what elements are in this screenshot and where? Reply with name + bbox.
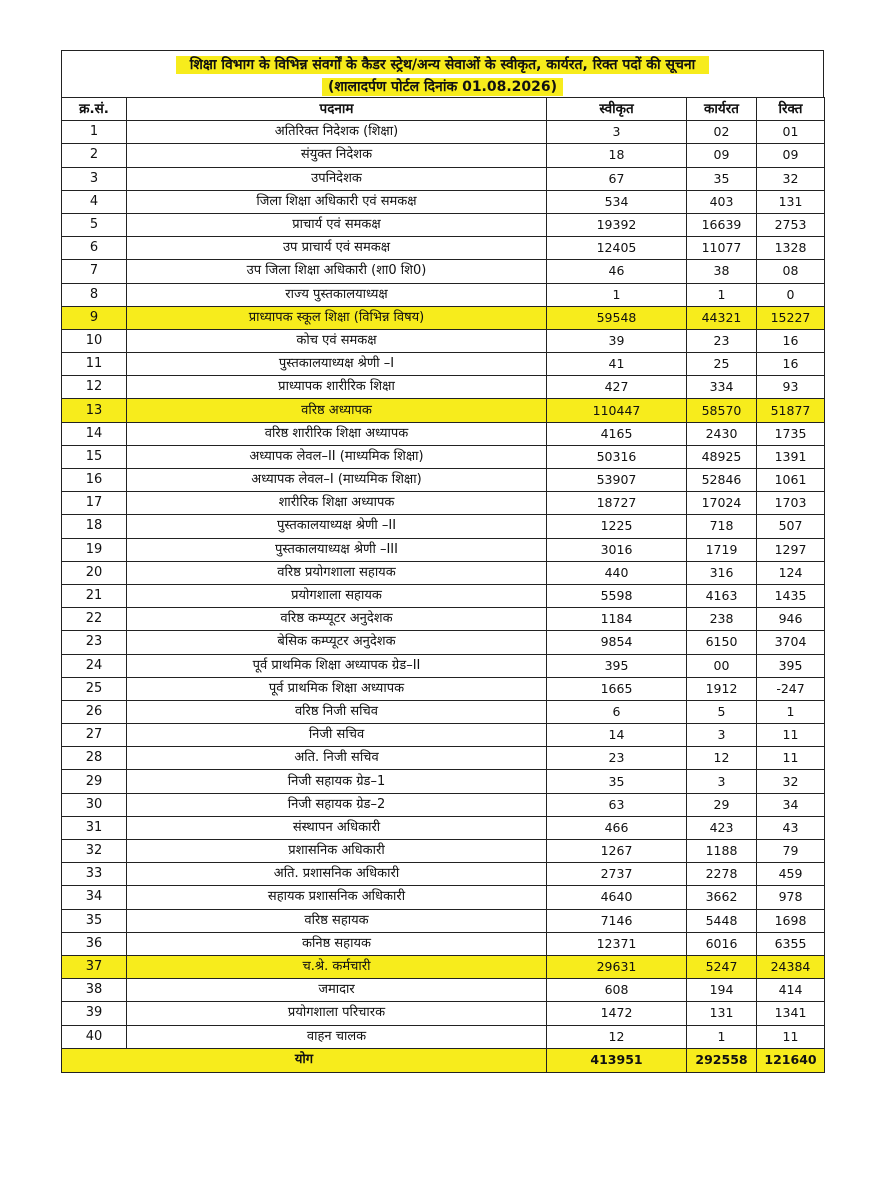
cell-serial: 36 (62, 932, 127, 955)
cell-vacant: 1297 (757, 538, 825, 561)
total-working: 292558 (687, 1048, 757, 1072)
table-row (62, 608, 825, 631)
cell-sanctioned: 35 (547, 770, 687, 793)
cell-post: शारीरिक शिक्षा अध्यापक (127, 492, 547, 515)
cell-post: अति. प्रशासनिक अधिकारी (127, 863, 547, 886)
cell-working: 2278 (687, 863, 757, 886)
cell-working: 5 (687, 700, 757, 723)
cell-vacant: 15227 (757, 306, 825, 329)
table-row (62, 422, 825, 445)
cell-vacant: 1391 (757, 445, 825, 468)
cell-post: सहायक प्रशासनिक अधिकारी (127, 886, 547, 909)
cell-serial: 40 (62, 1025, 127, 1048)
cell-sanctioned: 3 (547, 121, 687, 144)
cell-working: 23 (687, 329, 757, 352)
cell-sanctioned: 50316 (547, 445, 687, 468)
cell-post: वरिष्ठ शारीरिक शिक्षा अध्यापक (127, 422, 547, 445)
cell-sanctioned: 23 (547, 747, 687, 770)
cell-sanctioned: 9854 (547, 631, 687, 654)
cell-serial: 17 (62, 492, 127, 515)
cell-post: वरिष्ठ अध्यापक (127, 399, 547, 422)
cell-post: प्राध्यापक शारीरिक शिक्षा (127, 376, 547, 399)
cell-working: 316 (687, 561, 757, 584)
cell-sanctioned: 29631 (547, 955, 687, 978)
cell-vacant: 1328 (757, 237, 825, 260)
cell-working: 1188 (687, 840, 757, 863)
cell-sanctioned: 18 (547, 144, 687, 167)
cell-vacant: 79 (757, 840, 825, 863)
table-row (62, 979, 825, 1002)
table-row (62, 167, 825, 190)
cell-serial: 35 (62, 909, 127, 932)
cell-working: 00 (687, 654, 757, 677)
cell-post: पुस्तकालयाध्यक्ष श्रेणी –III (127, 538, 547, 561)
cell-post: पूर्व प्राथमिक शिक्षा अध्यापक (127, 677, 547, 700)
cell-serial: 5 (62, 213, 127, 236)
table-row (62, 677, 825, 700)
cell-sanctioned: 440 (547, 561, 687, 584)
cell-post: प्रशासनिक अधिकारी (127, 840, 547, 863)
table-row (62, 283, 825, 306)
cell-sanctioned: 63 (547, 793, 687, 816)
cell-serial: 34 (62, 886, 127, 909)
table-row (62, 1025, 825, 1048)
table-row (62, 932, 825, 955)
cell-vacant: -247 (757, 677, 825, 700)
cell-working: 6150 (687, 631, 757, 654)
cell-serial: 13 (62, 399, 127, 422)
cell-working: 718 (687, 515, 757, 538)
cell-vacant: 0 (757, 283, 825, 306)
cell-working: 1719 (687, 538, 757, 561)
table-row (62, 190, 825, 213)
cell-serial: 30 (62, 793, 127, 816)
table-row (62, 955, 825, 978)
cell-sanctioned: 53907 (547, 469, 687, 492)
cell-serial: 2 (62, 144, 127, 167)
cell-serial: 22 (62, 608, 127, 631)
table-row (62, 863, 825, 886)
column-header-vacant: रिक्त (757, 98, 825, 121)
cell-serial: 8 (62, 283, 127, 306)
cell-working: 238 (687, 608, 757, 631)
cell-sanctioned: 3016 (547, 538, 687, 561)
cell-vacant: 11 (757, 724, 825, 747)
cell-vacant: 507 (757, 515, 825, 538)
cell-working: 12 (687, 747, 757, 770)
cell-working: 02 (687, 121, 757, 144)
cell-post: प्राध्यापक स्कूल शिक्षा (विभिन्न विषय) (127, 306, 547, 329)
cell-vacant: 6355 (757, 932, 825, 955)
cell-vacant: 11 (757, 747, 825, 770)
total-label: योग (62, 1048, 547, 1072)
cadre-table (61, 97, 825, 1073)
cell-vacant: 08 (757, 260, 825, 283)
cell-working: 1 (687, 1025, 757, 1048)
cell-sanctioned: 14 (547, 724, 687, 747)
cell-working: 38 (687, 260, 757, 283)
table-row (62, 816, 825, 839)
table-row (62, 538, 825, 561)
cell-sanctioned: 534 (547, 190, 687, 213)
table-row (62, 353, 825, 376)
table-row (62, 770, 825, 793)
cell-post: पुस्तकालयाध्यक्ष श्रेणी –I (127, 353, 547, 376)
cell-post: निजी सचिव (127, 724, 547, 747)
cell-post: च.श्रे. कर्मचारी (127, 955, 547, 978)
table-row (62, 492, 825, 515)
cell-sanctioned: 67 (547, 167, 687, 190)
cell-vacant: 1341 (757, 1002, 825, 1025)
cell-post: प्राचार्य एवं समकक्ष (127, 213, 547, 236)
table-row (62, 399, 825, 422)
cell-serial: 33 (62, 863, 127, 886)
total-sanctioned: 413951 (547, 1048, 687, 1072)
table-row (62, 376, 825, 399)
cell-post: उप प्राचार्य एवं समकक्ष (127, 237, 547, 260)
cell-vacant: 1061 (757, 469, 825, 492)
cell-working: 44321 (687, 306, 757, 329)
cell-working: 403 (687, 190, 757, 213)
cell-post: जिला शिक्षा अधिकारी एवं समकक्ष (127, 190, 547, 213)
cell-post: संस्थापन अधिकारी (127, 816, 547, 839)
cell-serial: 7 (62, 260, 127, 283)
cell-sanctioned: 427 (547, 376, 687, 399)
cell-vacant: 01 (757, 121, 825, 144)
cell-working: 48925 (687, 445, 757, 468)
table-row (62, 561, 825, 584)
cell-working: 334 (687, 376, 757, 399)
cell-sanctioned: 1 (547, 283, 687, 306)
table-row (62, 121, 825, 144)
document-title: शिक्षा विभाग के विभिन्न संवर्गों के कैडर स्ट्रेथ/अन्य सेवाओं के स्वीकृत, कार्यरत, रिक्त पदों की सूचना (176, 56, 710, 74)
cell-post: उपनिदेशक (127, 167, 547, 190)
column-header-post: पदनाम (127, 98, 547, 121)
column-header-sanctioned: स्वीकृत (547, 98, 687, 121)
cell-vacant: 34 (757, 793, 825, 816)
cell-vacant: 946 (757, 608, 825, 631)
cell-serial: 1 (62, 121, 127, 144)
cell-post: वरिष्ठ निजी सचिव (127, 700, 547, 723)
cell-sanctioned: 466 (547, 816, 687, 839)
cell-sanctioned: 59548 (547, 306, 687, 329)
table-row (62, 886, 825, 909)
cell-serial: 28 (62, 747, 127, 770)
cell-serial: 12 (62, 376, 127, 399)
cell-sanctioned: 12405 (547, 237, 687, 260)
cell-serial: 23 (62, 631, 127, 654)
cell-vacant: 2753 (757, 213, 825, 236)
cell-working: 131 (687, 1002, 757, 1025)
cell-serial: 10 (62, 329, 127, 352)
cadre-strength-document (61, 50, 824, 1073)
document-header (61, 50, 824, 97)
cell-vacant: 1735 (757, 422, 825, 445)
cell-vacant: 1 (757, 700, 825, 723)
cell-working: 17024 (687, 492, 757, 515)
total-vacant: 121640 (757, 1048, 825, 1072)
table-row (62, 793, 825, 816)
cell-post: निजी सहायक ग्रेड–1 (127, 770, 547, 793)
cell-post: कोच एवं समकक्ष (127, 329, 547, 352)
table-row (62, 700, 825, 723)
cell-serial: 26 (62, 700, 127, 723)
cell-vacant: 414 (757, 979, 825, 1002)
cell-sanctioned: 395 (547, 654, 687, 677)
cell-post: प्रयोगशाला सहायक (127, 584, 547, 607)
cell-vacant: 978 (757, 886, 825, 909)
table-row (62, 213, 825, 236)
cell-vacant: 93 (757, 376, 825, 399)
table-row (62, 515, 825, 538)
cell-working: 6016 (687, 932, 757, 955)
cell-serial: 15 (62, 445, 127, 468)
cell-vacant: 124 (757, 561, 825, 584)
cell-serial: 16 (62, 469, 127, 492)
cell-working: 1912 (687, 677, 757, 700)
cell-sanctioned: 110447 (547, 399, 687, 422)
cell-serial: 24 (62, 654, 127, 677)
cell-working: 423 (687, 816, 757, 839)
cell-working: 52846 (687, 469, 757, 492)
cell-vacant: 3704 (757, 631, 825, 654)
cell-post: निजी सहायक ग्रेड–2 (127, 793, 547, 816)
cell-sanctioned: 6 (547, 700, 687, 723)
cell-vacant: 09 (757, 144, 825, 167)
table-row (62, 724, 825, 747)
cell-post: जमादार (127, 979, 547, 1002)
cell-working: 3662 (687, 886, 757, 909)
cell-sanctioned: 39 (547, 329, 687, 352)
cell-post: अतिरिक्त निदेशक (शिक्षा) (127, 121, 547, 144)
cell-serial: 21 (62, 584, 127, 607)
cell-sanctioned: 41 (547, 353, 687, 376)
cell-sanctioned: 12 (547, 1025, 687, 1048)
cell-serial: 39 (62, 1002, 127, 1025)
table-row (62, 1002, 825, 1025)
cell-serial: 14 (62, 422, 127, 445)
cell-vacant: 1435 (757, 584, 825, 607)
cell-serial: 38 (62, 979, 127, 1002)
cell-working: 5247 (687, 955, 757, 978)
cell-sanctioned: 18727 (547, 492, 687, 515)
cell-working: 4163 (687, 584, 757, 607)
cell-sanctioned: 4165 (547, 422, 687, 445)
cell-serial: 4 (62, 190, 127, 213)
cell-working: 194 (687, 979, 757, 1002)
cell-working: 11077 (687, 237, 757, 260)
cell-working: 25 (687, 353, 757, 376)
table-row (62, 584, 825, 607)
table-row (62, 237, 825, 260)
total-row (62, 1048, 825, 1072)
cell-working: 09 (687, 144, 757, 167)
cell-serial: 27 (62, 724, 127, 747)
cell-serial: 3 (62, 167, 127, 190)
cell-working: 3 (687, 724, 757, 747)
table-row (62, 329, 825, 352)
cell-vacant: 1703 (757, 492, 825, 515)
cell-working: 3 (687, 770, 757, 793)
cell-serial: 29 (62, 770, 127, 793)
cell-sanctioned: 608 (547, 979, 687, 1002)
cell-sanctioned: 4640 (547, 886, 687, 909)
cell-serial: 25 (62, 677, 127, 700)
cell-vacant: 131 (757, 190, 825, 213)
cell-post: वाहन चालक (127, 1025, 547, 1048)
cell-vacant: 395 (757, 654, 825, 677)
cell-working: 29 (687, 793, 757, 816)
document-subtitle: (शालादर्पण पोर्टल दिनांक 01.08.2026) (322, 78, 563, 96)
cell-serial: 32 (62, 840, 127, 863)
cell-sanctioned: 1184 (547, 608, 687, 631)
cell-vacant: 11 (757, 1025, 825, 1048)
column-header-serial: क्र.सं. (62, 98, 127, 121)
cell-post: पूर्व प्राथमिक शिक्षा अध्यापक ग्रेड–II (127, 654, 547, 677)
table-row (62, 469, 825, 492)
cell-sanctioned: 5598 (547, 584, 687, 607)
table-row (62, 144, 825, 167)
cell-post: अध्यापक लेवल–I (माध्यमिक शिक्षा) (127, 469, 547, 492)
cell-vacant: 459 (757, 863, 825, 886)
cell-sanctioned: 1225 (547, 515, 687, 538)
cell-post: पुस्तकालयाध्यक्ष श्रेणी –II (127, 515, 547, 538)
cell-vacant: 43 (757, 816, 825, 839)
cell-post: वरिष्ठ प्रयोगशाला सहायक (127, 561, 547, 584)
cell-serial: 18 (62, 515, 127, 538)
cell-post: बेसिक कम्प्यूटर अनुदेशक (127, 631, 547, 654)
cell-working: 5448 (687, 909, 757, 932)
cell-vacant: 1698 (757, 909, 825, 932)
cell-post: राज्य पुस्तकालयाध्यक्ष (127, 283, 547, 306)
table-header-row (62, 98, 825, 121)
cell-post: प्रयोगशाला परिचारक (127, 1002, 547, 1025)
table-row (62, 747, 825, 770)
cell-post: अध्यापक लेवल–II (माध्यमिक शिक्षा) (127, 445, 547, 468)
table-row (62, 306, 825, 329)
cell-working: 35 (687, 167, 757, 190)
cell-sanctioned: 2737 (547, 863, 687, 886)
cell-serial: 37 (62, 955, 127, 978)
cell-post: उप जिला शिक्षा अधिकारी (शा0 शि0) (127, 260, 547, 283)
cell-working: 16639 (687, 213, 757, 236)
table-row (62, 909, 825, 932)
table-row (62, 260, 825, 283)
cell-working: 2430 (687, 422, 757, 445)
cell-vacant: 51877 (757, 399, 825, 422)
cell-vacant: 32 (757, 770, 825, 793)
cell-working: 1 (687, 283, 757, 306)
cell-post: संयुक्त निदेशक (127, 144, 547, 167)
cell-serial: 11 (62, 353, 127, 376)
cell-post: वरिष्ठ सहायक (127, 909, 547, 932)
cell-vacant: 24384 (757, 955, 825, 978)
cell-serial: 6 (62, 237, 127, 260)
cell-serial: 31 (62, 816, 127, 839)
cell-sanctioned: 1267 (547, 840, 687, 863)
cell-vacant: 16 (757, 353, 825, 376)
cell-sanctioned: 19392 (547, 213, 687, 236)
cell-sanctioned: 46 (547, 260, 687, 283)
cell-serial: 19 (62, 538, 127, 561)
cell-serial: 9 (62, 306, 127, 329)
cell-post: वरिष्ठ कम्प्यूटर अनुदेशक (127, 608, 547, 631)
cell-sanctioned: 12371 (547, 932, 687, 955)
cell-vacant: 16 (757, 329, 825, 352)
cell-vacant: 32 (757, 167, 825, 190)
cell-sanctioned: 7146 (547, 909, 687, 932)
column-header-working: कार्यरत (687, 98, 757, 121)
cell-working: 58570 (687, 399, 757, 422)
table-row (62, 840, 825, 863)
cell-sanctioned: 1665 (547, 677, 687, 700)
table-row (62, 654, 825, 677)
cell-sanctioned: 1472 (547, 1002, 687, 1025)
table-row (62, 631, 825, 654)
cell-post: कनिष्ठ सहायक (127, 932, 547, 955)
cell-serial: 20 (62, 561, 127, 584)
cell-post: अति. निजी सचिव (127, 747, 547, 770)
table-row (62, 445, 825, 468)
